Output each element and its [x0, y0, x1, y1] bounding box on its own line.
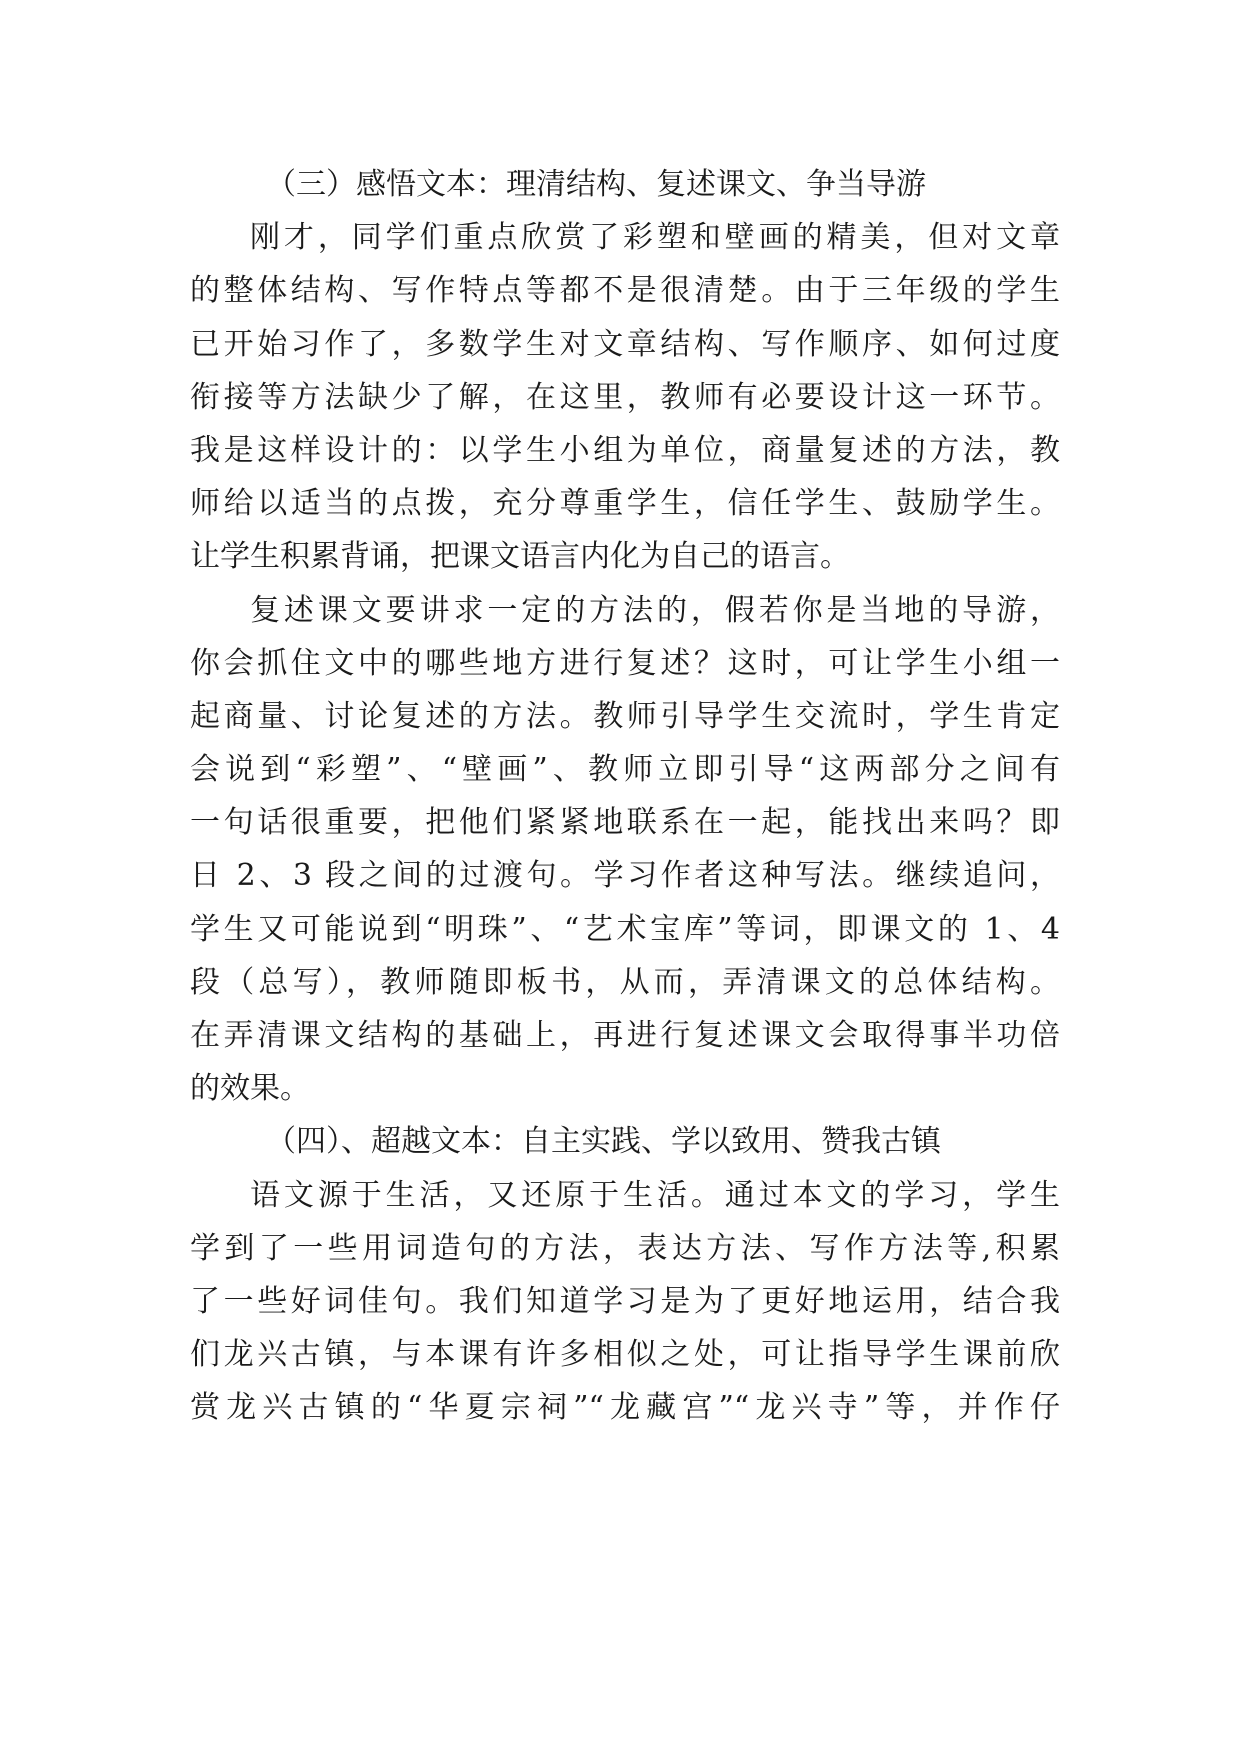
text-line: 会说到“彩塑”、“壁画”、教师立即引导“这两部分之间有 [190, 752, 1060, 788]
text-line: 已开始习作了，多数学生对文章结构、写作顺序、如何过度 [190, 326, 1060, 362]
section-heading: （四）、超越文本：自主实践、学以致用、赞我古镇 [266, 1124, 941, 1160]
text-line: 在弄清课文结构的基础上，再进行复述课文会取得事半功倍 [190, 1018, 1060, 1053]
text-line: 的效果。 [190, 1071, 310, 1107]
text-line: 的整体结构、写作特点等都不是很清楚。由于三年级的学生 [190, 273, 1060, 309]
text-line: 我是这样设计的：以学生小组为单位，商量复述的方法，教 [190, 432, 1060, 468]
text-line: 学生又可能说到“明珠”、“艺术宝库”等词，即课文的 1、4 [190, 911, 1060, 947]
text-line: 师给以适当的点拨，充分尊重学生，信任学生、鼓励学生。 [190, 486, 1060, 522]
text-line: 你会抓住文中的哪些地方进行复述？这时，可让学生小组一 [190, 645, 1060, 681]
text-line: 刚才，同学们重点欣赏了彩塑和壁画的精美，但对文章 [250, 220, 1060, 256]
text-line: 衔接等方法缺少了解，在这里，教师有必要设计这一环节。 [190, 379, 1060, 415]
text-line: 日 2、3 段之间的过渡句。学习作者这种写法。继续追问， [190, 858, 1060, 894]
paragraph [190, 211, 1060, 583]
text-line: 一句话很重要，把他们紧紧地联系在一起，能找出来吗？即 [190, 805, 1060, 841]
text-line: 起商量、讨论复述的方法。教师引导学生交流时，学生肯定 [190, 698, 1060, 734]
text-line: 赏龙兴古镇的“华夏宗祠”“龙藏宫”“龙兴寺”等，并作仔 [190, 1390, 1060, 1426]
text-line: 段（总写），教师随即板书，从而，弄清课文的总体结构。 [190, 964, 1060, 1000]
text-line: 了一些好词佳句。我们知道学习是为了更好地运用，结合我 [190, 1283, 1060, 1319]
section-heading: （三）感悟文本：理清结构、复述课文、争当导游 [266, 167, 926, 202]
text-line: 复述课文要讲求一定的方法的，假若你是当地的导游， [250, 592, 1060, 628]
text-line: 学到了一些用词造句的方法，表达方法、写作方法等,积累 [190, 1230, 1060, 1266]
text-line: 们龙兴古镇，与本课有许多相似之处，可让指导学生课前欣 [190, 1337, 1060, 1373]
document-body [190, 158, 1060, 1435]
text-line: 语文源于生活，又还原于生活。通过本文的学习，学生 [250, 1177, 1060, 1213]
paragraph [190, 584, 1060, 1116]
text-line: 让学生积累背诵，把课文语言内化为自己的语言。 [190, 539, 850, 575]
paragraph [190, 1169, 1060, 1435]
